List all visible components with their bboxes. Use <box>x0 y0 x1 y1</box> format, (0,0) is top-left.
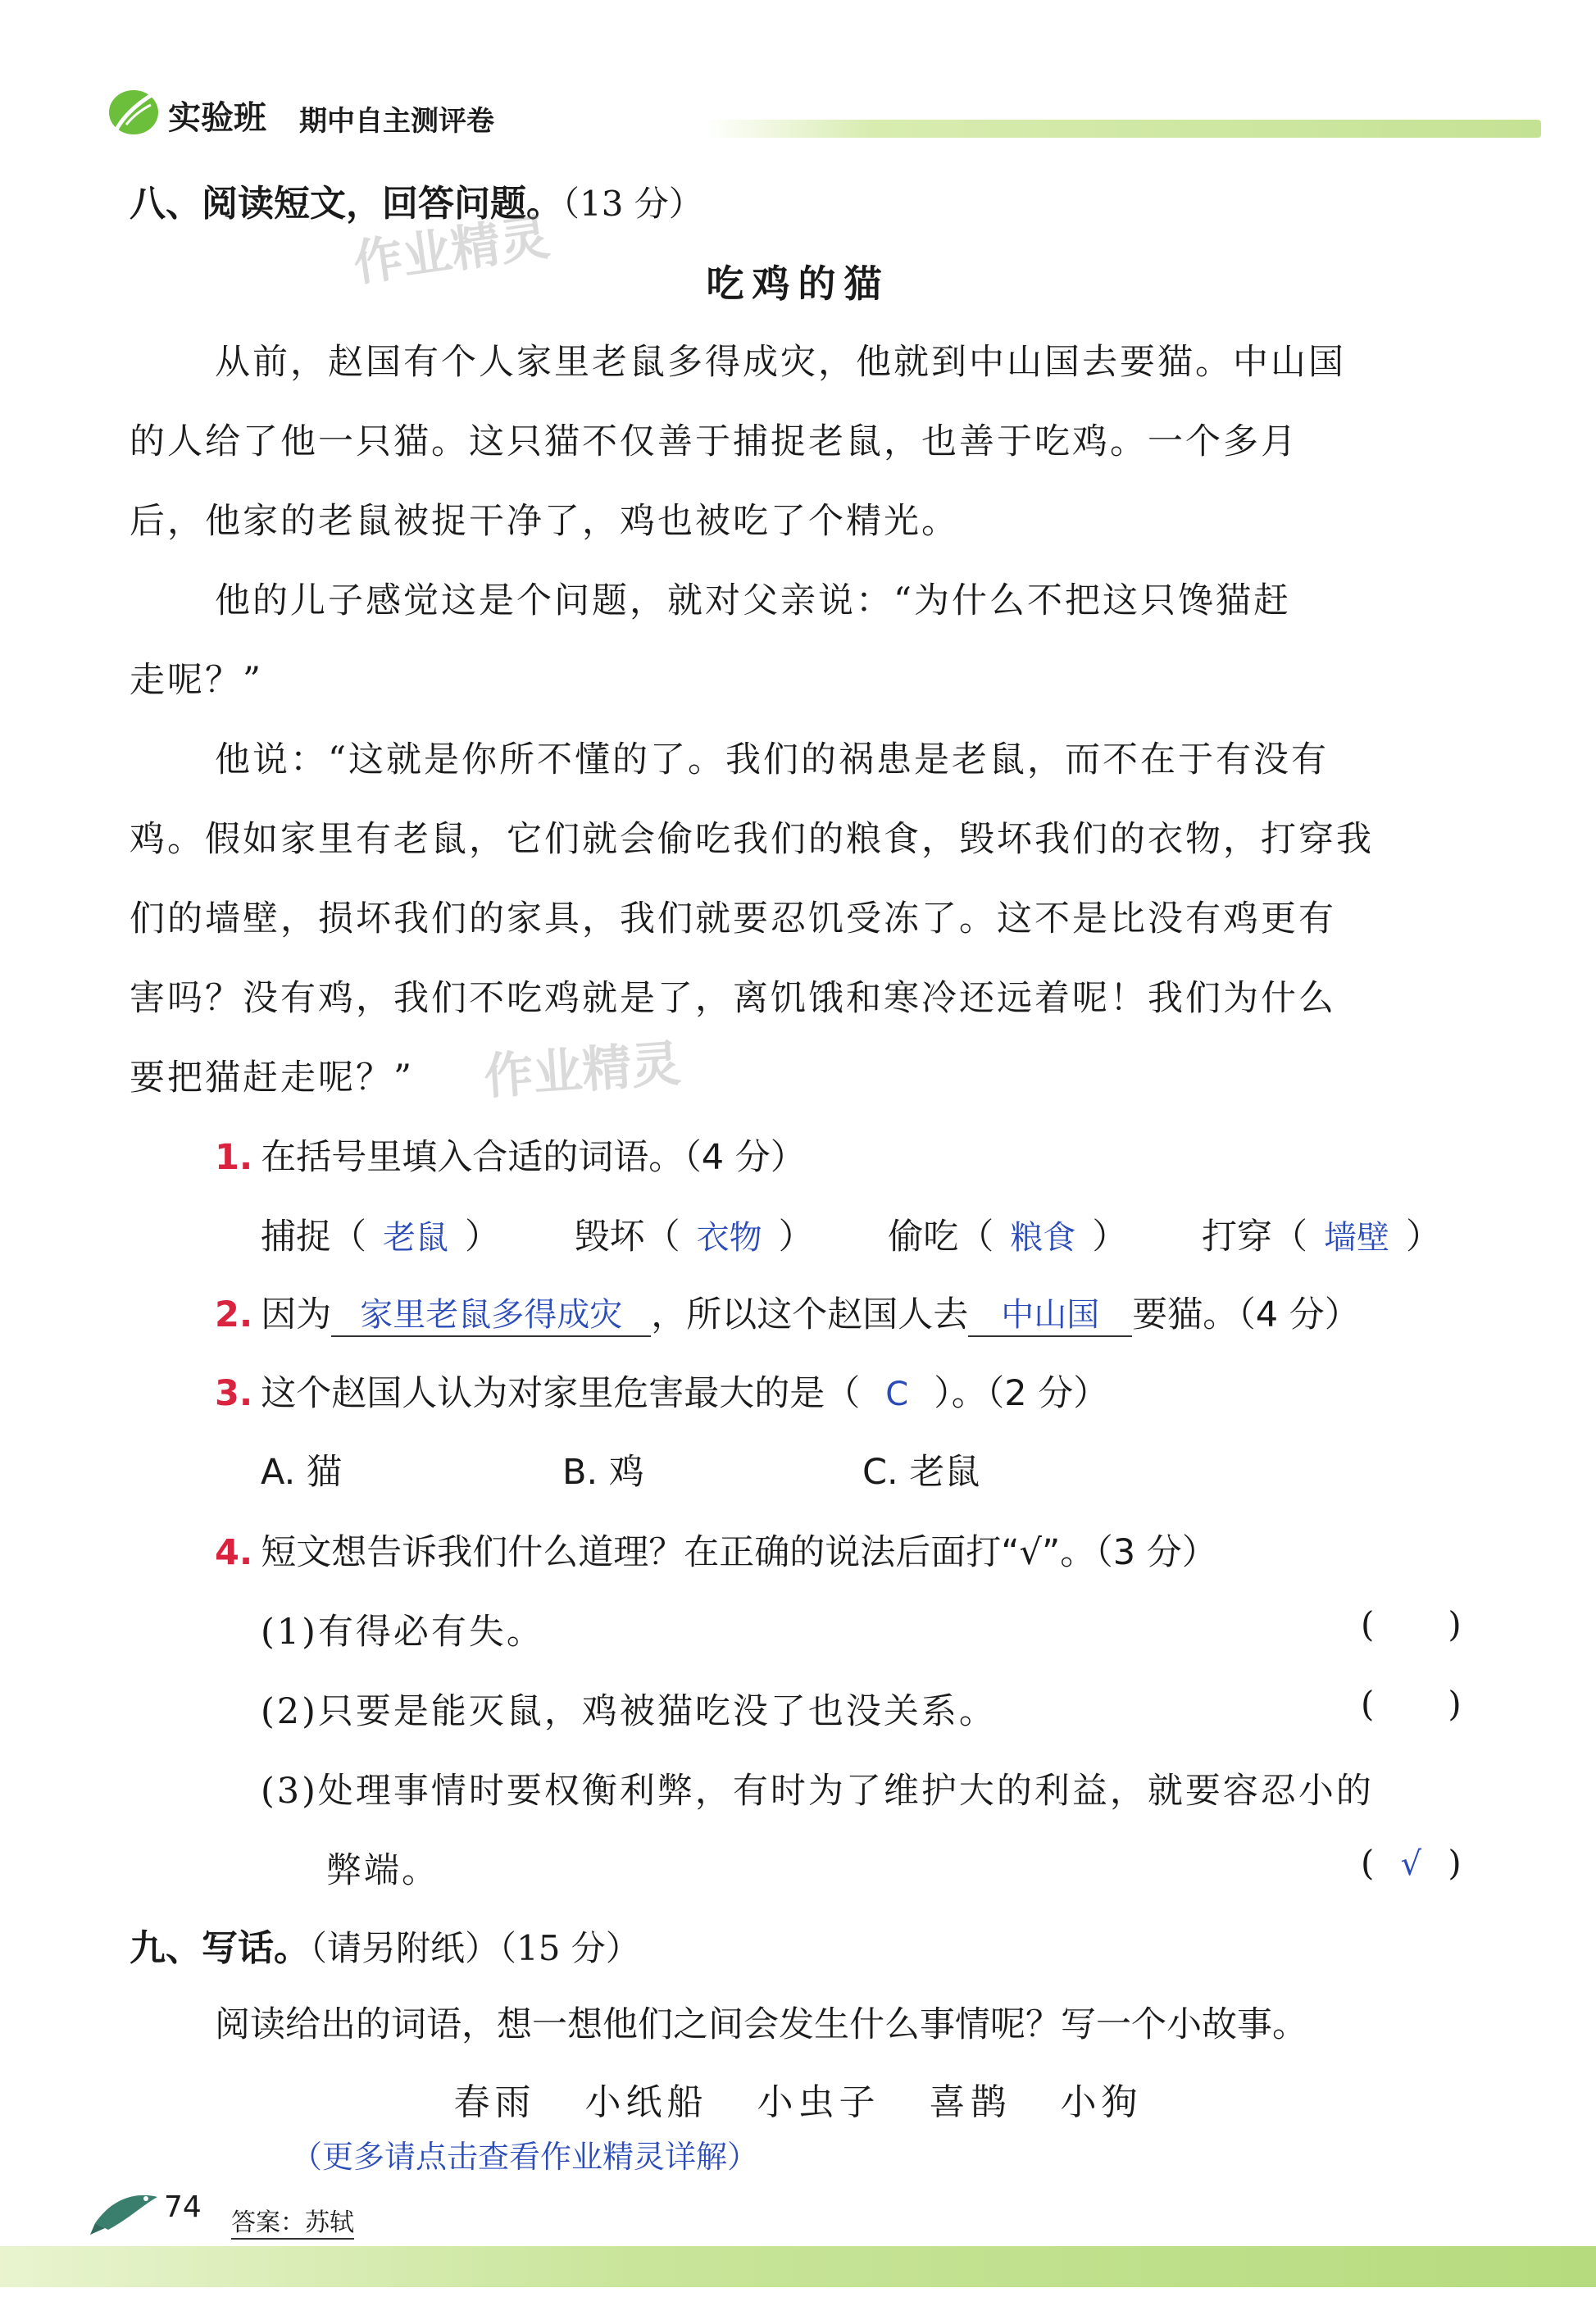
section9-title: 九、写话。 <box>130 1927 310 1969</box>
statement: (3)处理事情时要权衡利弊，有时为了维护大的利益，就要容忍小的 <box>261 1771 1374 1812</box>
check-mark: √ <box>1400 1845 1422 1883</box>
footer-band <box>0 2246 1596 2287</box>
question-3: 3. 这个赵国人认为对家里危害最大的是（ C ）。（2 分） <box>215 1373 1109 1414</box>
story-line: 他说：“这就是你所不懂的了。我们的祸患是老鼠，而不在于有没有 <box>215 739 1329 780</box>
story-line: 们的墙壁，损坏我们的家具，我们就要忍饥受冻了。这不是比没有鸡更有 <box>130 898 1336 939</box>
fish-icon <box>89 2172 162 2238</box>
fill-answer: 老鼠 <box>383 1219 448 1257</box>
statement: (1)有得必有失。 <box>261 1612 544 1653</box>
question-number: 1. <box>215 1137 253 1178</box>
fill-item: 偷吃（ 粮食 ） <box>888 1209 1127 1259</box>
leaf-logo-icon <box>105 82 162 139</box>
watermark: 作业精灵 <box>482 1035 683 1107</box>
fill-answer: 衣物 <box>696 1219 762 1257</box>
question-number: 2. <box>215 1294 253 1335</box>
paper-subtitle: 期中自主测评卷 <box>299 105 494 138</box>
fill-item: 捕捉（ 老鼠 ） <box>261 1209 500 1259</box>
question-2: 2. 因为 家里老鼠多得成灾 ，所以这个赵国人去 中山国 要猫。（4 分） <box>215 1287 1360 1337</box>
word-item: 小纸船 <box>584 2081 708 2123</box>
story-line: 走呢？” <box>130 660 263 701</box>
story-line: 后，他家的老鼠被捉干净了，鸡也被吃了个精光。 <box>130 501 959 542</box>
story-title: 吃鸡的猫 <box>706 262 890 306</box>
brand-name: 实验班 <box>168 99 266 137</box>
question-text: 这个赵国人认为对家里危害最大的是（ <box>261 1373 861 1414</box>
q3-option-b: B. 鸡 <box>562 1452 644 1493</box>
word-list <box>0 2072 1596 2125</box>
section8-title: 八、阅读短文，回答问题。 <box>130 183 562 225</box>
word-item: 春雨 <box>453 2081 536 2123</box>
fill-answer: 家里老鼠多得成灾 <box>331 1289 651 1337</box>
word-item: 喜鹊 <box>929 2081 1012 2123</box>
question-number: 4. <box>215 1532 253 1573</box>
question-text: 在括号里填入合适的词语。（4 分） <box>261 1137 806 1178</box>
statement-continued: 弊端。 <box>326 1850 439 1891</box>
story-line: 要把猫赶走呢？” <box>130 1057 414 1098</box>
page-number: 74 <box>164 2190 202 2224</box>
section9-instruction: 阅读给出的词语，想一想他们之间会发生什么事情呢？写一个小故事。 <box>215 2004 1307 2045</box>
question-text: 短文想告诉我们什么道理？在正确的说法后面打“√”。（3 分） <box>261 1532 1217 1573</box>
check-parens: ( ) <box>1361 1684 1462 1724</box>
check-parens: ( √ ) <box>1361 1843 1462 1883</box>
q3-option-a: A. 猫 <box>261 1452 342 1493</box>
story-line: 从前，赵国有个人家里老鼠多得成灾，他就到中山国去要猫。中山国 <box>215 342 1346 383</box>
q1-answer-row <box>261 1209 1441 1259</box>
footer-answer: 答案：苏轼 <box>231 2202 354 2240</box>
fill-answer: 中山国 <box>968 1289 1132 1337</box>
section9-heading <box>130 1918 640 1971</box>
choice-answer: C <box>885 1376 909 1413</box>
header-band <box>705 120 1541 138</box>
question-number: 3. <box>215 1373 253 1414</box>
story-line: 鸡。假如家里有老鼠，它们就会偷吃我们的粮食，毁坏我们的衣物，打穿我 <box>130 819 1374 860</box>
story-line: 的人给了他一只猫。这只猫不仅善于捕捉老鼠，也善于吃鸡。一个多月 <box>130 421 1298 462</box>
question-4 <box>215 1525 1217 1575</box>
word-item: 小虫子 <box>757 2081 880 2123</box>
more-details-link[interactable]: （更多请点击查看作业精灵详解） <box>291 2139 759 2175</box>
q3-option-c: C. 老鼠 <box>862 1452 980 1493</box>
fill-item: 毁坏（ 衣物 ） <box>575 1209 814 1259</box>
fill-item: 打穿（ 墙壁 ） <box>1202 1209 1441 1259</box>
story-line: 他的儿子感觉这是个问题，就对父亲说：“为什么不把这只馋猫赶 <box>215 580 1291 621</box>
fill-answer: 墙壁 <box>1323 1219 1389 1257</box>
section9-note: （请另附纸）（15 分） <box>310 1928 640 1968</box>
fill-answer: 粮食 <box>1010 1219 1076 1257</box>
section8-score: （13 分） <box>562 184 703 224</box>
check-parens: ( ) <box>1361 1604 1462 1644</box>
question-1 <box>215 1130 806 1180</box>
watermark: 作业精灵 <box>349 208 553 293</box>
word-item: 小狗 <box>1060 2081 1143 2123</box>
statement: (2)只要是能灭鼠，鸡被猫吃没了也没关系。 <box>261 1691 997 1732</box>
story-line: 害吗？没有鸡，我们不吃鸡就是了，离饥饿和寒冷还远着呢！我们为什么 <box>130 978 1336 1019</box>
